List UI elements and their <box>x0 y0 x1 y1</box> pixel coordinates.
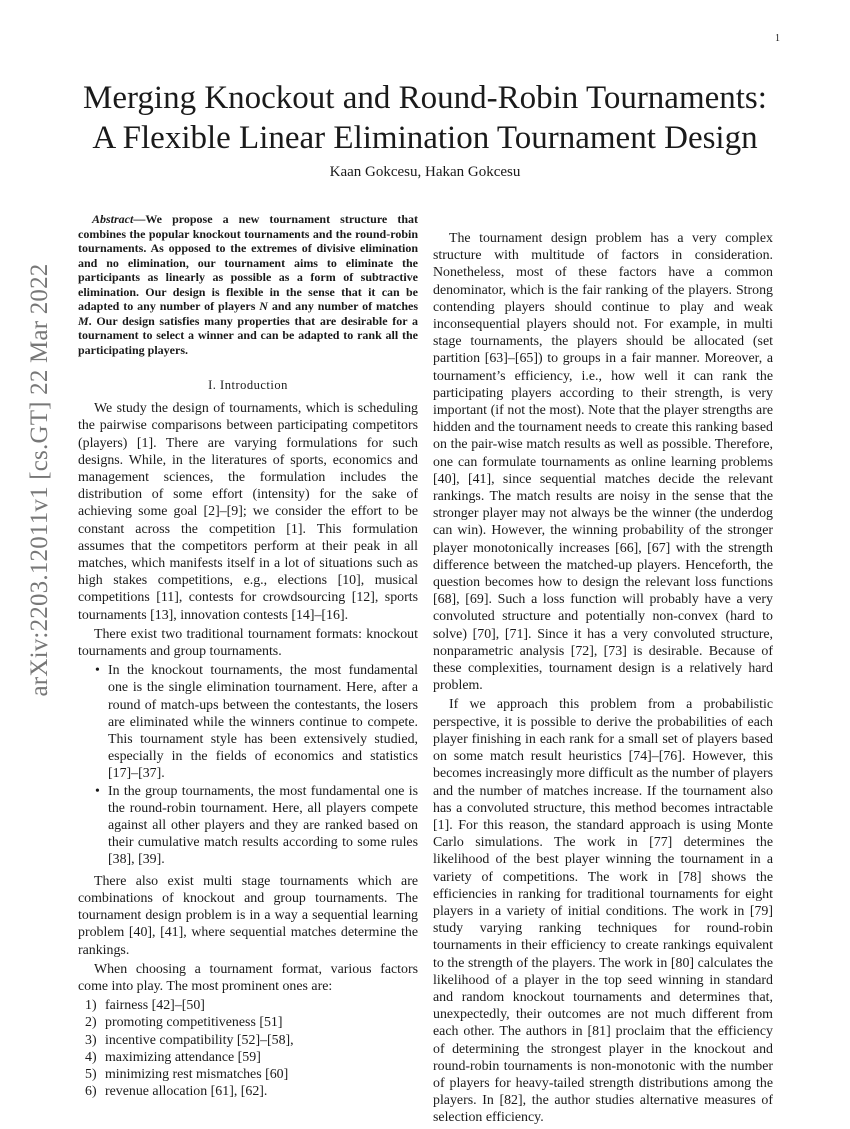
paper-title <box>0 78 850 158</box>
list-item <box>85 1049 418 1066</box>
list-text: revenue allocation [61], [62]. <box>105 1084 268 1100</box>
list-item: • In the knockout tournaments, the most fundamental one is the single elimination tournament. Here, after a round of match-ups between the contestants, the losers are eliminated while the winners continue to compete. This tournament style has been extensively studied, especially in the fields of economics and statistics [17]–[37]. <box>108 662 418 782</box>
intro-paragraph: There also exist multi stage tournaments which are combinations of knockout and group tournaments. The tournament design problem is in a way a sequential learning problem [40], [41], where sequential matches determine the rankings. <box>78 873 418 958</box>
title-line-2: A Flexible Linear Elimination Tournament Design <box>92 120 758 156</box>
list-item: • In the group tournaments, the most fundamental one is the round-robin tournament. Here, all players compete against all other players and they are ranked based on their cumulative match results according to some rules [38], [39]. <box>108 783 418 869</box>
list-number: 3) <box>85 1032 97 1048</box>
list-item <box>85 1083 418 1100</box>
body-paragraph: The tournament design problem has a very complex structure with multitude of factors in consideration. Nonetheless, most of these factors have a common denominator, which is the fair ranking of the players. Strong contending players should continue to play and weak inconsequential players should not. For example, in multi stage tournaments, the players should be allocated (set partition [63]–[65]) to groups in a fair manner. Moreover, a tournament’s efficiency, i.e., how well it can rank the participating players according to their strength, is very important (if not the most). Note that the player strengths are hidden and the tournament needs to create this ranking based on the pair-wise match results as well as possible. Therefore, one can formulate tournaments as online learning problems [40], [41], since sequential matches decide the relevant rankings. The match results are noisy in the sense that the stronger player may not always be the winner (the underdog can win). However, the winning probability of the stronger player monotonically increases [66], [67] with the strength difference between the matched-up players. Henceforth, the question becomes how to design the relevant loss functions [68], [69]. Such a loss function will probably have a very convoluted structure and potentially non-convex (hard to solve) [70], [71]. Since it has a very convoluted structure, nonparametric analysis [72], [73] is desirable. Because of these complexities, tournament design is a relatively hard problem. <box>433 231 773 694</box>
abstract-var-n: N <box>259 299 268 313</box>
abstract-text-3: . Our design satisfies many properties that are desirable for a tournament to select a winner and can be adapted to rank all the participating players. <box>78 313 418 357</box>
list-number: 5) <box>85 1066 97 1082</box>
list-item <box>85 1032 418 1049</box>
list-text: minimizing rest mismatches [60] <box>105 1066 289 1082</box>
abstract-var-m: M <box>78 313 89 328</box>
factors-list <box>78 997 418 1100</box>
title-line-1: Merging Knockout and Round-Robin Tournaments: <box>83 80 767 116</box>
list-text: maximizing attendance [59] <box>105 1049 261 1065</box>
list-number: 4) <box>85 1049 97 1065</box>
arxiv-stamp <box>20 260 60 700</box>
list-item <box>85 1014 418 1031</box>
list-item <box>85 997 418 1014</box>
section-heading: I. Introduction <box>208 378 288 392</box>
list-number: 6) <box>85 1084 97 1100</box>
page-number: 1 <box>775 33 780 44</box>
tournament-types-list <box>78 662 418 868</box>
left-column <box>78 212 418 1100</box>
abstract-label: Abstract <box>92 212 134 226</box>
authors: Kaan Gokcesu, Hakan Gokcesu <box>329 164 521 180</box>
list-item <box>85 1066 418 1083</box>
right-column <box>433 230 773 1129</box>
list-text: fairness [42]–[50] <box>105 998 205 1014</box>
abstract <box>78 212 418 357</box>
abstract-text-1: —We propose a new tournament structure that combines the popular knockout tournaments and the round-robin tournaments. As opposed to the extremes of divisive elimination and no elimination, our tournament aims to eliminate the participants as linearly as possible as a form of subtractive elimination. Our design is flexible in the sense that it can be adapted to any number of players <box>78 212 418 313</box>
body-paragraph: If we approach this problem from a probabilistic perspective, it is possible to derive the probabilities of each player finishing in each rank for a small set of players based on some match result heuristics [74]–[76]. However, this becomes increasingly more difficult as the number of players and the number of matches increase. If the tournament also has a convoluted structure, this method becomes intractable [1]. For this reason, the standard approach is using Monte Carlo simulations. The work in [77] determines the likelihood of the best player winning the tournament in a variety of competitions. The work in [78] shows the efficiencies in ranking for traditional tournaments for eight players in a variety of initial conditions. The work in [79] study varying ranking techniques for round-robin tournaments in their efficiency to create rankings equivalent to the strength of the players. The work in [80] calculates the likelihood of a player in the top seed winning in standard and random knockout tournaments and determines that, unexpectedly, their outcomes are not much different from each other. The authors in [81] proclaim that the efficiency of determining the strongest player in the knockout and round-robin tournaments is non-monotonic with the number of players for heavy-tailed strength distributions among the players. In [82], the author studies alternative measures of selection efficiency. <box>433 697 773 1126</box>
list-number: 1) <box>85 998 97 1014</box>
arxiv-id: arXiv:2203.12011v1 [cs.GT] 22 Mar 2022 <box>26 263 53 697</box>
list-text: promoting competitiveness [51] <box>105 1015 283 1031</box>
intro-paragraph: We study the design of tournaments, which is scheduling the pairwise comparisons between participating competitors (players) [1]. There are varying formulations for such designs. While, in the literatures of sports, economics and management sciences, the formulation includes the distribution of some effort (intensity) for the sake of achieving some goal [2]–[9]; we consider the effort to be constant across the competition [1]. This formulation assumes that the competitors perform at their peak in all matches, which manifests itself in a lot of situations such as high stakes competitions, e.g., elections [10], musical competitions [11], contests for crowdsourcing [12], sports tournaments [13], innovation contests [14]–[16]. <box>78 401 418 623</box>
list-text: incentive compatibility [52]–[58], <box>105 1032 294 1048</box>
abstract-text-2: and any number of matches <box>267 299 419 313</box>
intro-paragraph: There exist two traditional tournament formats: knockout tournaments and group tournaments. <box>78 626 418 660</box>
list-number: 2) <box>85 1015 97 1031</box>
intro-paragraph: When choosing a tournament format, various factors come into play. The most prominent ones are: <box>78 961 418 994</box>
